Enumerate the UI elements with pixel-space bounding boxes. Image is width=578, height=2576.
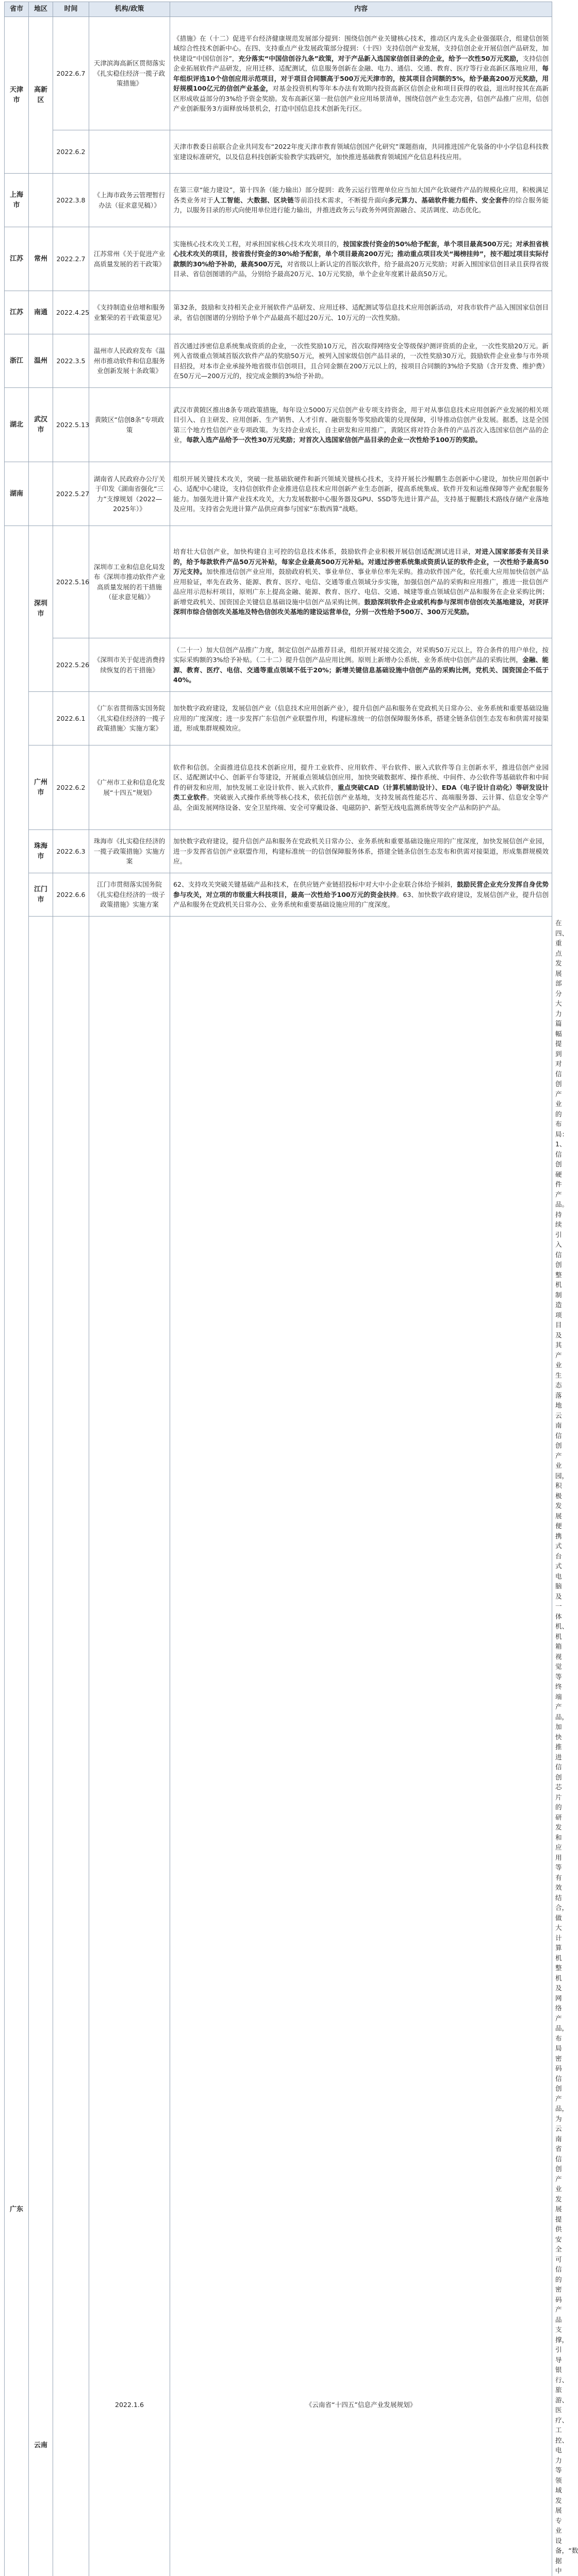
content-segment: 《措施》在（十二）促进平台经济健康规范发展部分提到：围绕信创产业关键核心技术，推动区内龙头企业强强联合，组建信创领域综合性技术创新中心。在四、支持重点产业发展政策部分提到：（十四）支持信创产业发展，支持信创企业开展信创产品研发，加快建设“中国信创谷”，	[173, 35, 549, 62]
cell-org-policy: 《广州市工业和信息化发展“十四五”规划》	[89, 745, 170, 830]
cell-date: 2022.1.6	[89, 917, 170, 2576]
table-row	[5, 692, 552, 745]
cell-region: 高新区	[29, 17, 53, 174]
cell-org-policy: 《广东省贯彻落实国务院〈扎实稳住经济的一揽子政策措施〉实施方案》	[89, 692, 170, 745]
content-bold-segment: 多元算力、基础软件能力组件、安全套件	[388, 196, 508, 204]
content-segment: 62、支持攻关突破关键基础产品和技术，在供应链产业链招投标中对大中小企业联合体给予倾斜，	[173, 880, 457, 888]
table-body	[5, 17, 552, 2576]
cell-org-policy: 《深圳市关于促进消费持续恢复的若干措施》	[89, 638, 170, 692]
cell-date: 2022.5.16	[53, 526, 89, 638]
cell-region: 常州	[29, 227, 53, 291]
cell-content	[170, 174, 552, 227]
cell-province: 广东	[5, 526, 29, 2576]
cell-province: 江苏	[5, 227, 29, 291]
cell-date: 2022.3.8	[53, 174, 89, 227]
content-segment: 加快数字政府建设，提升信创产品和服务在党政机关日常办公、业务系统和重要基础设施应用的广度深度，加快发展信创产业园，进一步发挥省信创产业联盟作用，构建标准统一的信创保障服务体系，搭建全链条信创生态发布和供需对接渠道，形成集群规模效应。	[173, 837, 549, 865]
cell-content	[170, 17, 552, 130]
content-segment: 培育壮大信创产业，加快构建自主可控的信息技术体系，鼓励软件企业积极开展信创适配测试进目录，	[173, 548, 475, 555]
cell-date: 2022.2.7	[53, 227, 89, 291]
table-row	[5, 291, 552, 334]
header-org-policy: 机构/政策	[89, 2, 170, 17]
content-segment: 加快推进信创产业应用，鼓励政府机关、事业单位、事业单位率先采购。推动软件国产化，依托重大应用加快信创产品应用验证，率先在政务、能源、教育、医疗、电信、交通等重点领域分步实施，加强信创产品的采购和应用推广，推进一批信创产品应用示范标杆项目，原则广东上提高金融、能源、教育、医疗、电信、交通、城建等重点领域信创产品和服务在企业采购比例；新增党政机关、国资国企关键信息基础设施中信创产品采购比例。	[173, 568, 549, 606]
content-segment: 软件和信创。全面推进信息技术创新应用，提升工业软件、应用软件、平台软件、嵌入式软件等自主创新水平，推进信创产业园区、适配测试中心、创新平台等建设，开展重点领域信创应用，加快突破数据库、操作系统、中间件、办公软件等基础软件和中间件的研发和应用，加快发展工业设计软件、嵌入式软件，	[173, 764, 549, 791]
cell-date: 2022.3.5	[53, 334, 89, 388]
content-bold-segment: 按国家拨付资金的50%给予配套，单个项目最高500万元；对承担省核心技术攻关的项目，按省拨付资金的30%给予配套，单个项目最高200万元；推动重点项目攻关“揭榜挂帅”，按不超过项目实际付款额的30%给予补助，最高500万元，	[173, 240, 549, 268]
table-row	[5, 917, 552, 2576]
cell-province: 湖北	[5, 388, 29, 462]
header-province: 省市	[5, 2, 29, 17]
content-bold-segment: 每款入选产品给予一次性30万元奖励；对首次入选国家信创产品目录的企业一次性给予100万的奖励。	[186, 436, 482, 444]
content-bold-segment: 每年组织评选10个信创应用示范项目，对于项目合同额高于500万元天津市的，按其项目合同额的5%，给予最高200万元奖励，用好规模100亿元的信创产业基金，	[173, 64, 549, 92]
cell-content	[170, 526, 552, 638]
content-segment: 在四、重点发展部分大力篇幅提到对信创产业的布局：1、信创硬件产品。持续引入信创整机制造项目及其产业生态落地云南信创产业园，积极发展便携式台式电脑及一体机、机箱视觉等终端产品，加快推进信创芯片的研发和应用等有效结合，做大计算机整机及网络产品，布局密码信创产品，为云南省信创产业发展提供安全可信的密码产品支撑，引导银行、旅游、医疗、工控、电力等领域发展专业设备，“数据中	[555, 919, 578, 2576]
cell-org-policy: 珠海市《扎实稳住经济的一揽子政策措施》实施方案	[89, 830, 170, 873]
content-segment: 实施核心技术攻关工程，对承担国家核心技术攻关项目的，	[173, 240, 343, 248]
table-row	[5, 526, 552, 638]
header-row	[5, 2, 552, 17]
content-segment: 第32条，鼓励和支持相关企业开展软件产品研发、应用迁移、适配测试等信息技术应用创新活动，对我市软件产品入围国家信创目录，省信创图谱的分别给予单个产品最高不超过20万元、10万元的一次性奖励。	[173, 303, 549, 321]
cell-region: 温州	[29, 334, 53, 388]
table-row	[5, 334, 552, 388]
cell-province: 上海市	[5, 174, 29, 227]
cell-province: 江苏	[5, 291, 29, 334]
content-segment: 天津市教委日前联合企业共同发布“2022年度天津市教育领域信创国产化研究”课题指南，共同推进国产化装备的中小学信息科技教室建设标准研究，以及信息科技创新实验教学实践研究，加快推进基础教育领域国产化信息科技应用。	[173, 143, 549, 161]
cell-region	[53, 917, 89, 2576]
content-segment: 在第三章“能力建设”，第十四条（能力输出）部分提到：政务云运行管理单位应当加大国产化软硬件产品的规模化应用，积极满足各类业务对于	[173, 186, 549, 204]
table-row	[5, 638, 552, 692]
header-region: 地区	[29, 2, 53, 17]
cell-content	[170, 291, 552, 334]
cell-org-policy	[89, 130, 170, 174]
cell-content	[170, 388, 552, 462]
cell-org-policy: 深圳市工业和信息化局发布《深圳市推动软件产业高质量发展的若干措施（征求意见稿）》	[89, 526, 170, 638]
table-row	[5, 462, 552, 526]
cell-date: 2022.6.6	[53, 873, 89, 917]
cell-content	[170, 692, 552, 745]
cell-date: 2022.4.25	[53, 291, 89, 334]
table-row	[5, 873, 552, 917]
cell-date: 2022.6.1	[53, 692, 89, 745]
content-bold-segment: 金融、能源、教育、医疗、电信、交通等重点领域不低于20%；新增关键信息基础设施中信创产品的采购比例，党机关、国资国企不低于40%。	[173, 656, 549, 684]
cell-date: 2022.5.26	[53, 638, 89, 692]
cell-region	[29, 462, 53, 526]
content-bold-segment: 充分落实“中国信创谷九条”政策，对于产品新入选国家信创目录的企业，给予一次性50万元奖励，	[239, 55, 523, 62]
content-bold-segment: 人工智能、大数据、区块链	[213, 196, 294, 204]
cell-content	[170, 462, 552, 526]
content-segment: 首次通过涉密信息系统集成资质的企业，一次性奖励10万元，首次取得网络安全等级保护测评资质的企业，一次性奖励20万元。新列入省级重点领域首版次软件产品的奖励50万元，被列入国家级信创产品目录的，一次性奖励30万元，鼓励软件企业业参与市外项目招投，对本市企业承接外地省级市信创项目，且合同金额在200万元以上的，按项目合同额的3%给予奖励（含开发费、维护费）在50万元—200万元的，按完成金额的3%给予补助。	[173, 342, 549, 380]
cell-content	[170, 638, 552, 692]
cell-region: 南通	[29, 291, 53, 334]
table-row	[5, 227, 552, 291]
header-content: 内容	[170, 2, 552, 17]
content-bold-segment: 鼓励民营企业充分发挥自身优势参与攻关，对立项的市级重大科技项目，最高一次性给予100万元的资金扶持	[173, 880, 549, 899]
cell-region: 武汉市	[29, 388, 53, 462]
cell-province: 天津市	[5, 17, 29, 174]
cell-date: 2022.5.27	[53, 462, 89, 526]
content-segment: 支持信创企业拓展软件产品研发，应用迁移、适配测试，信息服务创新在金融、电力、通信、交通、教育、医疗等行业高新区落地应用，	[173, 55, 549, 73]
cell-region: 广州市	[29, 745, 53, 830]
table-row	[5, 174, 552, 227]
table-row	[5, 745, 552, 830]
cell-region: 深圳市	[29, 526, 53, 692]
cell-region	[29, 174, 53, 227]
content-segment: 对基金投资机构等年本办法有效期内投资高新区信创企业和项目获得的收益，退出时按其在高新区形成收益部分的3%给予资金奖励。发布高新区第一批信创产业应用场景清单，围绕信创产业生态完善，信创产品推广应用，信创产业创新服务3方面释放场景机会，打造中国信息技术创新先行区。	[173, 84, 549, 112]
cell-province: 云南	[29, 917, 53, 2576]
cell-province: 湖南	[5, 462, 29, 526]
content-segment: 的综合服务能力，以服务目录的形式向使用单位进行能力输出，并推进政务云与政务外网资源融合、灵活调度、动态优化。	[173, 196, 549, 214]
cell-content	[170, 830, 552, 873]
cell-org-policy: 黄陂区“信创8条”专项政策	[89, 388, 170, 462]
table-row	[5, 130, 552, 174]
cell-province: 浙江	[5, 334, 29, 388]
cell-date: 2022.6.7	[53, 17, 89, 130]
table-row	[5, 830, 552, 873]
cell-org-policy: 《云南省“十四五”信息产业发展规划》	[170, 917, 552, 2576]
content-segment: 等前沿技术需求，不断提升面向	[294, 196, 388, 204]
cell-region: 珠海市	[29, 830, 53, 873]
header-date: 时间	[53, 2, 89, 17]
cell-date: 2022.6.2	[53, 130, 89, 174]
cell-org-policy: 天津滨海高新区贯彻落实《扎实稳住经济一揽子政策措施》	[89, 17, 170, 130]
content-bold-segment: 鼓励深圳软件企业或机构参与深圳市信创攻关基地建设，对获评深圳市综合信创攻关基地及特色信创攻关基地的建设运营单位，分别一次性给予500万、300万元奖励。	[173, 598, 549, 616]
cell-content	[170, 227, 552, 291]
policy-table	[4, 2, 552, 2576]
cell-content	[170, 334, 552, 388]
cell-region	[29, 692, 53, 745]
cell-date: 2022.6.3	[53, 830, 89, 873]
cell-org-policy: 江苏常州《关于促进产业高质量发展的若干政策》	[89, 227, 170, 291]
cell-date: 2022.6.2	[53, 745, 89, 830]
content-segment: （二十一）加大信创产品推广力度，制定信创产品推荐目录，组织开展对接交流会，对采购50万元以上，符合条件的用户单位，按实际采购额的3%给予补贴。（二十二）提升信创产品应用比例。原则上新增办公系统、业务系统中信创产品的采购比例，	[173, 646, 549, 664]
cell-content	[170, 130, 552, 174]
content-segment: 对省级以上新认定的首版次软件，给予最高20万元奖励；对新入围国家信创目录且获得省级目录、省信创图谱的产品，分别给予最高20万元、10万元奖励，单个企业年度累计最高50万元。	[173, 260, 549, 278]
table-row	[5, 388, 552, 462]
cell-org-policy: 江门市贯彻落实国务院《扎实稳住经济的一级子政策措施》实施方案	[89, 873, 170, 917]
content-bold-segment: 对进入国家部委有关目录的，给予每款软件产品50万元补贴，每家企业最高500万元补贴。对通过涉密系统集成资质认证的软件企业，一次性给予最高50万元支持。	[173, 548, 549, 575]
content-segment: 加快数字政府建设，发展信创产业（信息技术应用创新产业），提升信创产品和服务在党政机关日常办公、业务系统和重要基础设施应用的广度深度；进一步发挥广东信创产业联盟作用，构建标准统一的信创保障服务体系，搭建全链条信创生态发布和供需对接渠道，形成集群规模效应。	[173, 704, 549, 732]
cell-content	[170, 745, 552, 830]
cell-content	[170, 873, 552, 917]
cell-org-policy: 《上海市政务云管理暂行办法（征求意见稿）》	[89, 174, 170, 227]
content-segment: 组织开展关键技术攻关，突破一批基础软硬件和新兴领域关键核心技术，支持开展长沙鲲鹏生态创新中心建设，加快应用创新中心、适配中心建设，支持信创软件企业推进信息技术应用创新产业生态创新，提高系统集成、软件开发和运维保障等产业配套服务能力。加强先进计算产业技术攻关，大力发展数据中心服务器及GPU、SSD等先进计算产品，支持基于鲲鹏技术路线存储产业落地及应用。支持省会先进计算产品供应商参与国家“东数西算”战略。	[173, 475, 549, 513]
cell-date: 2022.5.13	[53, 388, 89, 462]
content-segment: 武汉市黄陂区推出8条专项政策措施，每年设立5000万元信创产业专项支持资金，用于对从事信息技术应用创新产业发展的相关项目引入、自主研发、应用创新、生产销售、人才引育、融资服务等奖励政策的兑现保障，引导推动信创产业发展。据悉，这是全国第三个地方性信创产业专项政策。为支持企业成长，自主研发和应用推广，黄陂区将对符合条件的产品首次入选国家信创产品的企业，	[173, 406, 549, 444]
content-segment: 。63、加快数字政府建设，发展信创产业，提升信创产品和服务在党政机关日常办公、业务系统和重要基础设施应用的广度深度。	[173, 891, 549, 909]
cell-region: 江门市	[29, 873, 53, 917]
content-segment: 。突破嵌入式操作系统等核心技术，依托信创产业基地，支持发展高性能芯片、高端服务器、云计算、信息安全等产品，全面发展网络设备、安全卫星终端、安全可穿戴设备、电磁防护、新型无线电监测系统等安全产品和防护产品。	[173, 793, 549, 811]
table-row	[5, 17, 552, 130]
cell-org-policy: 《支持制造业倍增和服务业繁荣的若干政策意见》	[89, 291, 170, 334]
cell-org-policy: 温州市人民政府发布《温州市推动软件和信息服务业创新发展十条政策》	[89, 334, 170, 388]
cell-org-policy: 湖南省人民政府办公厅关于印发《湖南省强化“三力”支撑规划（2022—2025年）》	[89, 462, 170, 526]
content-bold-segment: 重点突破CAD（计算机辅助设计）、EDA（电子设计自动化）等研发设计类工业软件	[173, 784, 549, 802]
